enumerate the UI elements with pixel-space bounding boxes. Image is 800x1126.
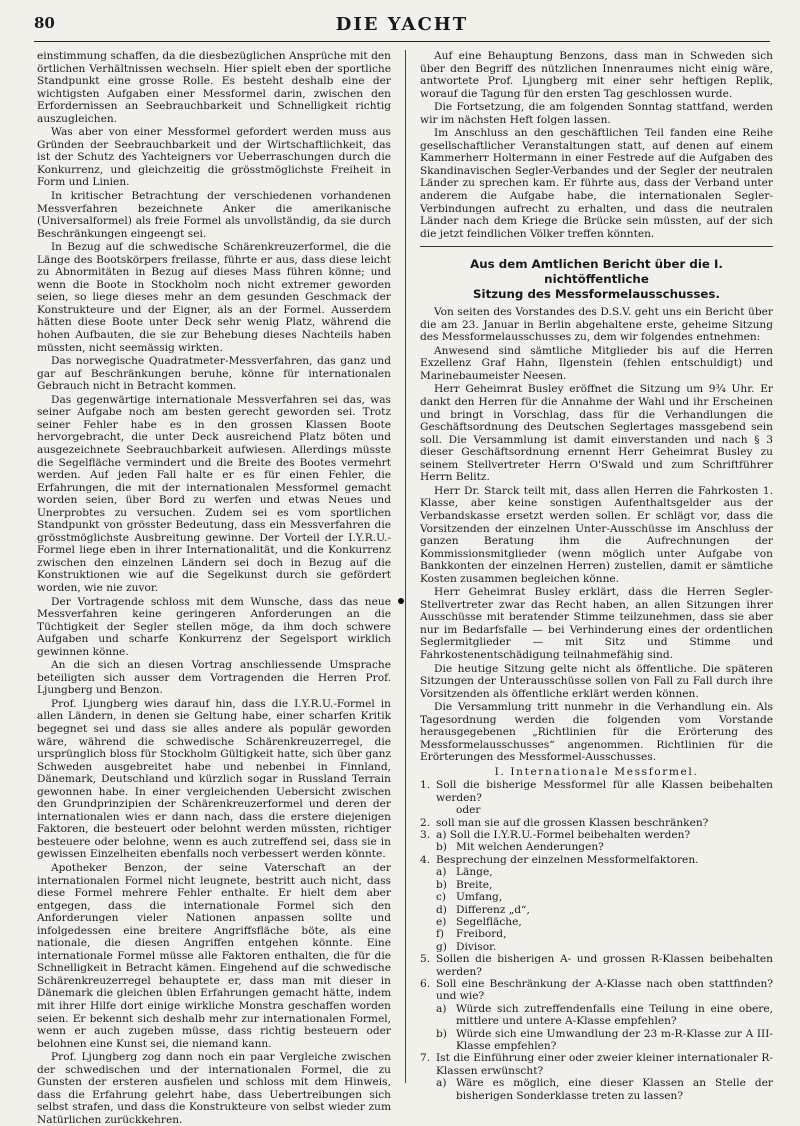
question-text: Soll die bisherige Messformel für alle Klassen beibehalten werden? [436,779,773,804]
question-number: 1. [420,779,431,792]
column-divider [405,50,406,1083]
question-subitem [420,916,773,928]
subitem-text: Breite, [456,878,493,891]
subitem-label: b) [436,878,447,891]
subitem-label: e) [436,915,447,928]
question-subitem [420,879,773,891]
question-subitem [420,904,773,916]
page-number: 80 [34,14,55,32]
paragraph: Was aber von einer Messformel gefordert werden muss aus Gründen der Seebrauchbarkeit und der Wirtschaftlichkeit, das ist der Schutz des Yachteigners vor Ueberraschungen durch die Konkurrenz, und gleichzeitig die grösstmöglichste Freiheit in Form und Linien. [37,126,391,189]
question-subitem [420,841,773,853]
margin-dot [398,598,404,604]
question-number: 4. [420,853,431,866]
section-title-line-2: Sitzung des Messformelausschusses. [473,287,720,302]
subitem-text: Umfang, [456,891,503,904]
subitem-label: d) [436,903,447,916]
paragraph: Der Vortragende schloss mit dem Wunsche, dass das neue Messverfahren keine geringeren Anforderungen an die Tüchtigkeit der Segler stellen möge, da ihm doch schwere Aufgaben und scharfe Konkurrenz der Segelsport wirklich gewinnen könne. [37,595,391,658]
right-report [420,306,773,764]
paragraph: In Bezug auf die schwedische Schärenkreuzerformel, die die Länge des Bootskörpers freilasse, führte er aus, dass diese leicht zu Abnormitäten in Bezug auf dieses Mass führen könne; und wenn die Boote in Stockholm noch nicht extremer geworden seien, so liege dieses mehr an dem gesunden Geschmack der Konstrukteure und der Eigner, als an der Formel. Ausserdem hätten diese Boote unter Deck sehr wenig Platz, während die hohen Aufbauten, die sie zur Behebung dieses Nachteils haben müssten, nicht seemässig wirkten. [37,241,391,354]
subitem-label: b) [436,1027,447,1040]
question-subitem [420,1003,773,1028]
paragraph: Die heutige Sitzung gelte nicht als öffentliche. Die späteren Sitzungen der Unterausschüsse sollen von Fall zu Fall durch ihre Vorsitzenden als öffentliche erklärt werden können. [420,662,773,700]
subitem-text: Segelfläche, [456,915,522,928]
question-list [420,779,773,1102]
section-rule [420,246,773,247]
question-text: Besprechung der einzelnen Messformelfaktoren. [436,853,699,866]
question-subitem [420,928,773,940]
section-title-line-1: Aus dem Amtlichen Bericht über die I. nichtöffentliche [470,257,723,287]
question-text: a) Soll die I.Y.R.U.-Formel beibehalten werden? [436,829,691,842]
question-item [420,779,773,804]
subitem-label: b) [436,841,447,854]
question-subitem [420,941,773,953]
question-text: Sollen die bisherigen A- und grossen R-Klassen beibehalten werden? [436,953,773,978]
paragraph: Anwesend sind sämtliche Mitglieder bis auf die Herren Exzellenz Graf Hahn, Ilgenstein (fehlen entschuldigt) und Marinebaumeister Neesen. [420,344,773,382]
page-header [34,14,770,40]
subitem-label: a) [436,1077,447,1090]
paragraph: Prof. Ljungberg zog dann noch ein paar Vergleiche zwischen der schwedischen und der internationalen Formel, die zu Gunsten der ersteren ausfielen und schloss mit dem Hinweis, dass die Erfahrung gelehrt habe, dass Uebertreibungen sich selbst strafen, und dass die Konstrukteure von selbst wieder zum Natürlichen zurückkehren. [37,1051,391,1126]
paragraph: Im Anschluss an den geschäftlichen Teil fanden eine Reihe gesellschaftlicher Veranstaltungen statt, auf denen auf einem Kammerherr Holtermann in einer Festrede auf die Aufgaben des Skandinavischen Segler-Verbandes und der Segler der neutralen Länder zu sprechen kam. Er führte aus, dass der Verband unter anderem die Aufgabe habe, die internationalen Segler-Verbindungen aufrecht zu erhalten, und dass die neutralen Länder nach dem Kriege die Brücke sein müssten, auf der sich die jetzt feindlichen Völker treffen könnten. [420,127,773,240]
question-text: soll man sie auf die grossen Klassen beschränken? [436,816,709,829]
left-column [37,50,391,1126]
paragraph: Das gegenwärtige internationale Messverfahren sei das, was seiner Aufgabe noch am besten gerecht geworden sei. Trotz seiner Fehler habe es in den grossen Klassen Boote hervorgebracht, die unter Deck ausreichend Platz böten und ausgezeichnete Seebrauchbarkeit aufwiesen. Allerdings müsste die Segelfläche vermindert und die Breite des Bootes vermehrt werden. Auf jeden Fall halte er es für einen Fehler, die Erfahrungen, die mit der internationalen Messformel gemacht worden seien, über Bord zu werfen und etwas Neues und Unerprobtes zu versuchen. Zudem sei es vom sportlichen Standpunkt von grösster Bedeutung, dass ein Messverfahren die grösstmöglichste Ausbreitung gewinne. Der Vorteil der I.Y.R.U.-Formel liege eben in ihrer Internationalität, und die Konkurrenz zwischen den einzelnen Ländern sei doch in Bezug auf die Konstruktionen wie auf die Segelkunst durch sie gefördert worden, wie nie zuvor. [37,393,391,594]
question-text: Ist die Einführung einer oder zweier kleiner internationaler R-Klassen erwünscht? [436,1052,773,1077]
subitem-text: Mit welchen Aenderungen? [456,841,604,854]
right-intro [420,50,773,240]
subitem-label: a) [436,1002,447,1015]
paragraph: An die sich an diesen Vortrag anschliessende Umsprache beteiligten sich ausser dem Vortragenden die Herren Prof. Ljungberg und Benzon. [37,659,391,697]
right-column [420,50,773,1107]
subitem-text: Differenz „d“, [456,903,530,916]
question-subitem [420,866,773,878]
question-text: Soll eine Beschränkung der A-Klasse nach oben stattfinden? und wie? [436,977,773,1003]
subitem-text: Würde sich eine Umwandlung der 23 m-R-Klasse zur A III-Klasse empfehlen? [456,1027,773,1052]
subitem-text: Freibord, [456,928,507,941]
subitem-text: Divisor. [456,940,497,953]
subitem-label: a) [436,866,447,879]
question-oder: oder [456,804,481,817]
subitem-text: Wäre es möglich, eine dieser Klassen an Stelle der bisherigen Sonderklasse treten zu lassen? [456,1077,773,1102]
paragraph: Apotheker Benzon, der seine Vaterschaft an der internationalen Formel nicht leugnete, bestritt auch nicht, dass diese Formel mehrere Fehler enthalte. Er hielt dem aber entgegen, dass die internationale Formel sich den Anforderungen vieler Nationen anpassen sollte und infolgedessen eine breitere Angriffsfläche böte, als eine nationale, die diesen Angriffen entgehen könnte. Eine internationale Formel müsse alle Faktoren enthalten, die für die Schnelligkeit in Betracht kämen. Eingehend auf die schwedische Schärenkreuzerregel behauptete er, dass man mit dieser in Dänemark die gleichen üblen Erfahrungen gemacht hätte, indem mit ihrer Hilfe dort einige wirkliche Monstra geschaffen worden seien. Er bekennt sich deshalb mehr zur internationalen Formel, wenn er auch zugeben müsse, dass richtig besteuern oder belohnen eine Kunst sei, die niemand kann. [37,862,391,1050]
paragraph: Auf eine Behauptung Benzons, dass man in Schweden sich über den Begriff des nützlichen Innenraumes nicht einig wäre, antwortete Prof. Ljungberg mit einer sehr heftigen Replik, worauf die Tagung für den ersten Tag geschlossen wurde. [420,50,773,100]
paragraph: Herr Geheimrat Busley erklärt, dass die Herren Segler-Stellvertreter zwar das Recht haben, an allen Sitzungen ihrer Ausschüsse mit beratender Stimme teilzunehmen, dass sie aber nur im Bedarfsfalle — bei Verhinderung eines der ordentlichen Seglermitglieder — mit Sitz und Stimme und Fahrkostenentschädigung teilnahmefähig sind. [420,586,773,661]
subitem-label: c) [436,891,447,904]
subitem-text: Würde sich zutreffendenfalls eine Teilung in eine obere, mittlere und untere A-Klasse empfehlen? [456,1002,773,1028]
paragraph: Herr Geheimrat Busley eröffnet die Sitzung um 9¾ Uhr. Er dankt den Herren für die Annahme der Wahl und ihr Erscheinen und bringt in Vorschlag, dass für die Verhandlungen die Geschäftsordnung des Deutschen Seglertages massgebend sein soll. Die Versammlung ist damit einverstanden und nach § 3 dieser Geschäftsordnung ernennt Herr Geheimrat Busley zu seinem Stellvertreter Herrn O'Swald und zum Schriftführer Herrn Belitz. [420,383,773,484]
subitem-text: Länge, [456,866,493,879]
subheading: I. Internationale Messformel. [494,765,699,778]
paragraph: In kritischer Betrachtung der verschiedenen vorhandenen Messverfahren bezeichnete Anker die amerikanische (Universalformel) als freie Formel als unvollständig, da sie durch Beschränkungen eingeengt sei. [37,190,391,240]
paragraph: Herr Dr. Starck teilt mit, dass allen Herren die Fahrkosten 1. Klasse, aber keine sonstigen Aufenthaltsgelder aus der Verbandskasse ersetzt werden sollen. Er schlägt vor, dass die Vorsitzenden der einzelnen Unter-Ausschüsse im Anschluss der ganzen Beratung ihm die Aufrechnungen der Kommissionsmitglieder (wenn möglich unter Aufgabe von Bankkonten der einzelnen Herren) zustellen, damit er sämtliche Kosten zusammen begleichen könne. [420,484,773,585]
subitem-label: g) [436,940,447,953]
question-item [420,817,773,829]
paragraph: Die Fortsetzung, die am folgenden Sonntag stattfand, werden wir im nächsten Heft folgen lassen. [420,101,773,126]
question-item [420,854,773,866]
paragraph: Prof. Ljungberg wies darauf hin, dass die I.Y.R.U.-Formel in allen Ländern, in denen sie Geltung habe, einer scharfen Kritik begegnet sei und dass sie alles andere als populär geworden wäre, während die schwedische Schärenkreuzerregel, die ursprünglich bloss für Stockholm Gültigkeit hatte, sich über ganz Schweden ausgebreitet habe und nebenbei in Finnland, Dänemark, Deutschland und kürzlich sogar in Russland Terrain gewonnen habe. In einer vergleichenden Uebersicht zwischen den Grundprinzipien der Schärenkreuzerformel und deren der internationalen wies er dann nach, dass die erstere diejenigen Faktoren, die besteuert oder belohnt werden müssten, richtiger besteuere oder belohne, wenn es auch zutreffend sei, dass sie in gewissen Einzelheiten ebenfalls noch verbessert werden könnte. [37,697,391,861]
question-subitem [420,1028,773,1053]
paragraph: Das norwegische Quadratmeter-Messverfahren, das ganz und gar auf Beschränkungen beruhe, könne für internationalen Gebrauch nicht in Betracht kommen. [37,355,391,393]
question-subitem [420,1077,773,1102]
question-number: 6. [420,977,431,990]
running-title: DIE YACHT [335,14,469,35]
paragraph: Die Versammlung tritt nunmehr in die Verhandlung ein. Als Tagesordnung werden die folgenden vom Vorstande herausgegebenen „Richtlinien für die Erörterung des Messformelausschusses“ angenommen. Richtlinien für die Erörterungen des Messformel-Ausschusses. [420,701,773,764]
question-number: 2. [420,816,431,829]
question-item [420,978,773,1003]
section-title [420,257,773,302]
paragraph: Von seiten des Vorstandes des D.S.V. geht uns ein Bericht über die am 23. Januar in Berlin abgehaltene erste, geheime Sitzung des Messformelausschusses zu, dem wir folgendes entnehmen: [420,306,773,344]
header-rule [34,41,770,42]
question-item [420,829,773,841]
paragraph: einstimmung schaffen, da die diesbezüglichen Ansprüche mit den örtlichen Verhältnissen wechseln. Hier spielt eben der sportliche Standpunkt eine grosse Rolle. Es besteht deshalb eine der wichtigsten Aufgaben einer Messformel darin, zwischen den Erfordernissen an Seebrauchbarkeit und Schnelligkeit richtig auszugleichen. [37,50,391,125]
question-subitem [420,891,773,903]
subitem-label: f) [436,928,445,941]
question-number: 7. [420,1052,431,1065]
question-item [420,953,773,978]
question-number: 5. [420,953,431,966]
question-item [420,1052,773,1077]
question-number: 3. [420,829,431,842]
